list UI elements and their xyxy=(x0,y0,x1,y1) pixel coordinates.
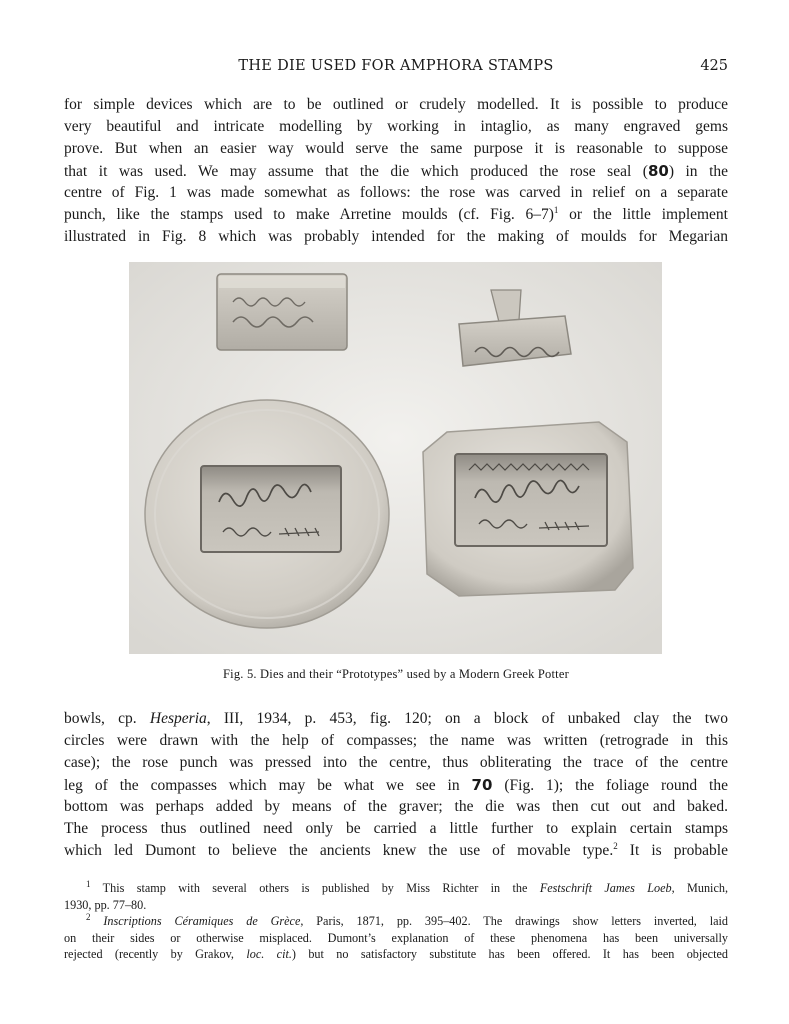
footnote-1-line: $^1$ This stamp with several others is published by Miss Richter in the Festschrift James Loeb, Munich, xyxy=(86,878,728,895)
page-number: 425 xyxy=(700,58,728,74)
text-line: bowls, cp. Hesperia, III, 1934, p. 453, fig. 120; on a block of unbaked clay the two xyxy=(64,710,728,727)
text-line: bottom was perhaps added by means of the graver; the die was then cut out and baked. xyxy=(64,798,728,815)
running-title: THE DIE USED FOR AMPHORA STAMPS xyxy=(238,58,554,74)
text-line: illustrated in Fig. 8 which was probably intended for the making of moulds for Megarian xyxy=(64,228,728,245)
round-die xyxy=(145,400,389,628)
footnote-1-line: 1930, pp. 77–80. xyxy=(64,897,147,912)
footnote-2-line: $^2$ Inscriptions Céramiques de Grèce, Paris, 1871, pp. 395–402. The drawings show letters inverted, laid xyxy=(86,911,728,928)
paragraph-bottom xyxy=(64,708,728,862)
small-stamp-left xyxy=(217,274,347,350)
text-line: prove. But when an easier way would serve the same purpose it is reasonable to suppose xyxy=(64,140,728,157)
text-line: leg of the compasses which may be what we see in 70 (Fig. 1); the foliage round the xyxy=(64,776,728,794)
text-line: The process thus outlined need only be carried a little further to explain certain stamps xyxy=(64,820,728,837)
seal-reference: 80 xyxy=(647,162,669,180)
dies-photo-illustration xyxy=(129,262,662,654)
octagonal-die xyxy=(423,422,633,596)
text-line: that it was used. We may assume that the die which produced the rose seal (80) in the xyxy=(64,162,729,180)
footnotes xyxy=(64,880,728,963)
text-line: very beautiful and intricate modelling by working in intaglio, as many engraved gems xyxy=(64,118,728,135)
text-line: for simple devices which are to be outlined or crudely modelled. It is possible to produce xyxy=(64,96,728,113)
figure-photograph xyxy=(129,262,662,654)
paragraph-top xyxy=(64,94,728,248)
footnote-2-line: rejected (recently by Grakov, loc. cit.) but no satisfactory substitute has been offered. It has been objected xyxy=(64,947,728,961)
stamp-reference: 70 xyxy=(471,776,493,794)
text-line: circles were drawn with the help of compasses; the name was written (retrograde in this xyxy=(64,732,728,749)
text-line: centre of Fig. 1 was made somewhat as follows: the rose was carved in relief on a separate xyxy=(64,184,728,201)
text-line: which led Dumont to believe the ancients knew the use of movable type.$^2$ It is probable xyxy=(64,840,728,859)
figure-caption: Fig. 5. Dies and their “Prototypes” used by a Modern Greek Potter xyxy=(223,667,569,681)
footnote-marker: 2 xyxy=(613,840,618,851)
footnote-marker: 1 xyxy=(553,204,559,215)
journal-title: Hesperia xyxy=(149,710,207,727)
running-head xyxy=(64,58,728,80)
text-line: case); the rose punch was pressed into the centre, thus obliterating the trace of the centre xyxy=(64,754,728,771)
footnote-2-line: on their sides or otherwise misplaced. Dumont’s explanation of these phenomena has been universally xyxy=(64,930,728,945)
text-line: punch, like the stamps used to make Arretine moulds (cf. Fig. 6–7)$^1$ or the little implement xyxy=(64,204,728,223)
